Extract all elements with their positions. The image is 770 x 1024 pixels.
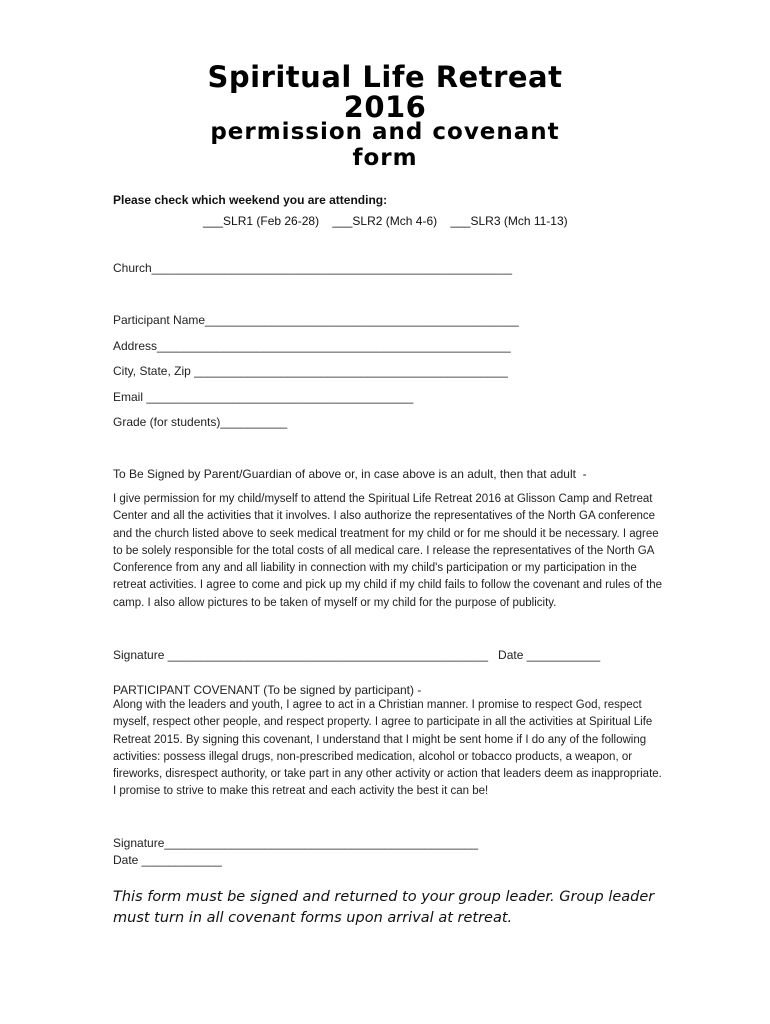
participant-signature-line[interactable]: Signature_______________________________________________ [113, 836, 479, 850]
permission-heading: To Be Signed by Parent/Guardian of above or, in case above is an adult, then that adult - [113, 467, 587, 481]
form-title: Spiritual Life Retreat [207, 60, 563, 94]
covenant-heading: PARTICIPANT COVENANT (To be signed by participant) - [113, 683, 422, 697]
permission-text: I give permission for my child/myself to attend the Spiritual Life Retreat 2016 at Glisson Camp and Retreat Center and all the activities that it involves. I also authorize the representatives of the North GA conference and the church listed above to seek medical treatment for my child or for me should it be necessary. I agree to be solely responsible for the total costs of all medical care. I release the representatives of the North GA Conference from any and all liability in connection with my child's participation or my participation in the retreat activities. I agree to come and pick up my child if my child fails to follow the covenant and rules of the camp. I also allow pictures to be taken of myself or my child for the purpose of publicity. [113, 493, 663, 609]
form-subtitle-end: form [352, 145, 418, 171]
form-subtitle: permission and covenant [210, 119, 560, 145]
covenant-text: Along with the leaders and youth, I agree to act in a Christian manner. I promise to respect God, respect myself, respect other people, and respect property. I agree to participate in all the activities at Spiritual Life Retreat 2015. By signing this covenant, I understand that I might be sent home if I do any of the following activities: possess illegal drugs, non-prescribed medication, alcohol or tobacco products, a weapon, or fireworks, disrespect authority, or take part in any other activity or action that leaders deem as inappropriate. I promise to strive to make this retreat and each activity the best it can be! [113, 699, 662, 798]
church-field[interactable]: Church______________________________________________________ [113, 261, 513, 275]
city-state-zip-field[interactable]: City, State, Zip _______________________________________________ [113, 364, 508, 378]
weekend-prompt: Please check which weekend you are attending: [113, 193, 388, 207]
form-title-year: 2016 [343, 90, 427, 124]
address-field[interactable]: Address_____________________________________________________ [113, 339, 511, 353]
grade-field[interactable]: Grade (for students)__________ [113, 415, 288, 429]
participant-date-line[interactable]: Date ____________ [113, 853, 222, 867]
weekend-options[interactable]: ___SLR1 (Feb 26-28) ___SLR2 (Mch 4-6) ___SLR3 (Mch 11-13) [203, 214, 568, 228]
parent-signature-line[interactable]: Signature ________________________________________________ Date ___________ [113, 648, 601, 662]
email-field[interactable]: Email ________________________________________ [113, 390, 414, 404]
participant-name-field[interactable]: Participant Name_______________________________________________ [113, 313, 519, 327]
closing-instruction: This form must be signed and returned to your group leader. Group leader must turn in all covenant forms upon arrival at retreat. [113, 889, 655, 926]
